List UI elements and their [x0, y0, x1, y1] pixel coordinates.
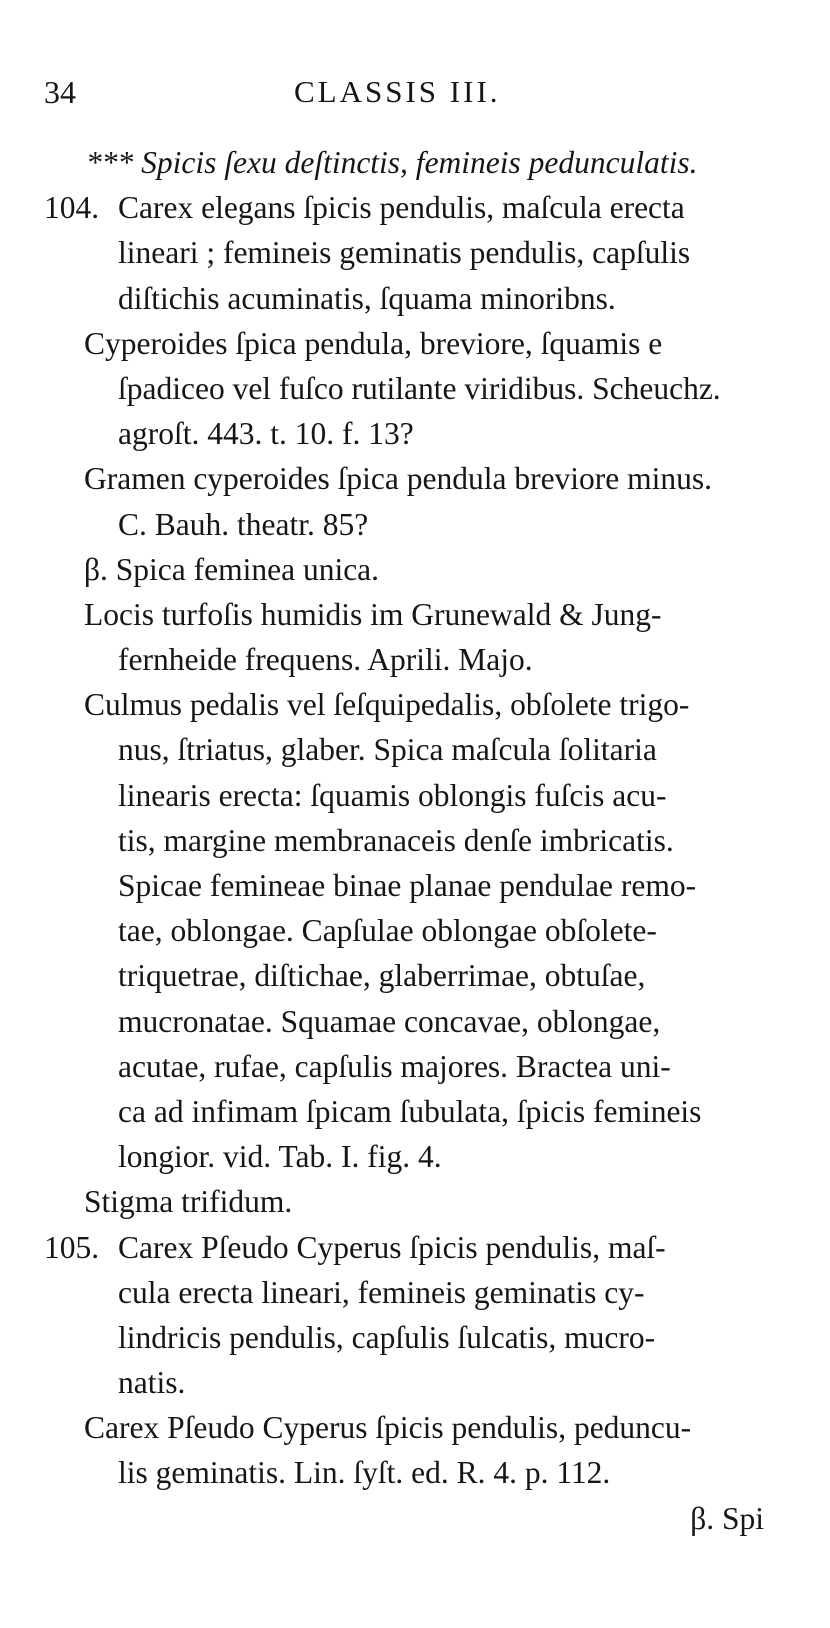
text-line: ſpadiceo vel fuſco rutilante viridibus. Scheuchz.	[118, 370, 721, 406]
text-line: fernheide frequens. Aprili. Majo.	[118, 642, 533, 678]
text-line: tis, margine membranaceis denſe imbricatis.	[118, 822, 674, 858]
species-entry-105	[44, 1225, 784, 1270]
entry-number: 104.	[44, 190, 100, 226]
catchword: β. Spi	[690, 1500, 764, 1536]
text-line: linearis erecta: ſquamis oblongis fuſcis acu-	[118, 777, 667, 813]
synonym-line: Cyperoides ſpica pendula, breviore, ſquamis e	[84, 325, 663, 361]
text-line: C. Bauh. theatr. 85?	[118, 506, 369, 542]
text-line: ca ad infimam ſpicam ſubulata, ſpicis femineis	[118, 1093, 702, 1129]
text-line: diſtichis acuminatis, ſquama minoribns.	[118, 280, 616, 316]
text-line: nus, ſtriatus, glaber. Spica maſcula ſolitaria	[118, 732, 657, 768]
species-entry-104	[44, 185, 784, 230]
text-line: Carex elegans ſpicis pendulis, maſcula erecta	[118, 190, 685, 226]
text-line: Carex Pſeudo Cyperus ſpicis pendulis, maſ-	[118, 1229, 666, 1265]
text-line: natis.	[118, 1365, 186, 1401]
text-line: Spicae femineae binae planae pendulae remo-	[118, 868, 697, 903]
synonym-line: Carex Pſeudo Cyperus ſpicis pendulis, peduncu-	[84, 1410, 692, 1446]
body-text	[44, 140, 784, 1541]
text-line: tae, oblongae. Capſulae oblongae obſolete-	[118, 913, 657, 949]
entry-number: 105.	[44, 1229, 100, 1265]
page-number: 34	[44, 74, 76, 110]
text-line: lindricis pendulis, capſulis ſulcatis, mucro-	[118, 1319, 656, 1355]
text-line: mucronatae. Squamae concavae, oblongae,	[118, 1003, 661, 1039]
text-line: lineari ; femineis geminatis pendulis, capſulis	[118, 235, 691, 271]
text-line: acutae, rufae, capſulis majores. Bractea uni-	[118, 1048, 671, 1084]
stigma-line: Stigma trifidum.	[84, 1184, 293, 1220]
variety-line: β. Spica feminea unica.	[84, 551, 380, 587]
description-line: Culmus pedalis vel ſeſquipedalis, obſolete trigo-	[84, 687, 690, 723]
habitat-line: Locis turfoſis humidis im Grunewald & Jung-	[84, 596, 662, 632]
section-heading: *** Spicis ſexu deſtinctis, femineis pedunculatis.	[86, 145, 698, 180]
page-header	[44, 70, 784, 120]
text-line: longior. vid. Tab. I. fig. 4.	[118, 1139, 442, 1175]
text-line: lis geminatis. Lin. ſyſt. ed. R. 4. p. 112.	[118, 1455, 611, 1491]
text-line: triquetrae, diſtichae, glaberrimae, obtuſae,	[118, 958, 646, 994]
running-head: CLASSIS III.	[294, 74, 501, 109]
text-line: cula erecta lineari, femineis geminatis cy-	[118, 1274, 645, 1310]
text-line: agroſt. 443. t. 10. f. 13?	[118, 416, 414, 452]
synonym-line: Gramen cyperoides ſpica pendula breviore minus.	[84, 461, 713, 497]
